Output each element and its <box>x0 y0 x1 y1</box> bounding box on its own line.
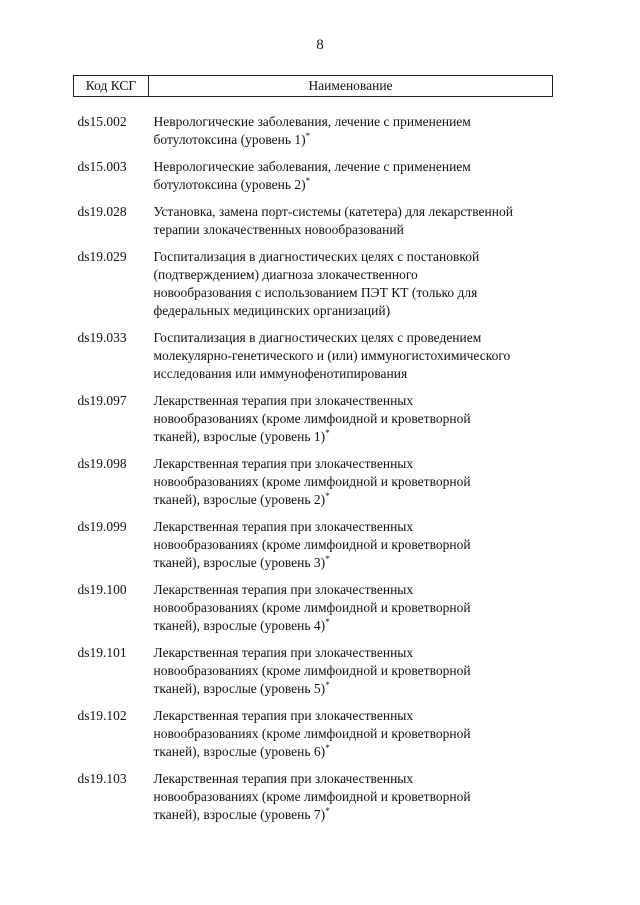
name-line-text: новообразованиях (кроме лимфоидной и кроветворной <box>153 600 471 615</box>
name-line <box>154 644 553 662</box>
name-line-text: тканей), взрослые (уровень 7) <box>153 807 326 822</box>
ksg-name <box>149 770 553 833</box>
name-line-text: исследования или иммунофенотипирования <box>153 366 408 381</box>
name-line-text: тканей), взрослые (уровень 5) <box>153 681 326 696</box>
name-line <box>154 113 553 131</box>
name-line <box>154 473 553 491</box>
table-header-row <box>74 76 553 97</box>
footnote-asterisk: * <box>325 743 330 753</box>
name-line <box>154 707 553 725</box>
name-line-text: Неврологические заболевания, лечение с применением <box>153 159 471 174</box>
footnote-asterisk: * <box>325 617 330 627</box>
table-row <box>74 581 553 644</box>
ksg-name <box>149 113 553 158</box>
ksg-code: ds19.097 <box>77 393 127 408</box>
name-line <box>154 806 553 824</box>
name-line-text: новообразованиях (кроме лимфоидной и кроветворной <box>153 789 471 804</box>
name-line <box>154 680 553 698</box>
name-line <box>154 770 553 788</box>
name-line-text: тканей), взрослые (уровень 6) <box>153 744 326 759</box>
name-line <box>154 581 553 599</box>
name-line <box>154 599 553 617</box>
page-number: 8 <box>316 37 324 53</box>
name-line-text: Лекарственная терапия при злокачественных <box>153 771 414 786</box>
ksg-code: ds15.003 <box>77 159 127 174</box>
name-line-text: Госпитализация в диагностических целях с проведением <box>153 330 482 345</box>
name-line <box>154 131 553 149</box>
footnote-asterisk: * <box>325 806 330 816</box>
name-line-text: Лекарственная терапия при злокачественных <box>153 708 414 723</box>
name-line <box>154 284 553 302</box>
name-line <box>154 221 553 239</box>
ksg-name <box>149 158 553 203</box>
name-line <box>154 518 553 536</box>
name-line <box>154 365 553 383</box>
name-line <box>154 536 553 554</box>
footnote-asterisk: * <box>325 680 330 690</box>
name-line-text: новообразованиях (кроме лимфоидной и кроветворной <box>153 474 471 489</box>
name-line-text: (подтверждением) диагноза злокачественного <box>153 267 418 282</box>
table-spacer <box>74 97 553 114</box>
name-line <box>154 302 553 320</box>
ksg-code: ds19.029 <box>77 249 127 264</box>
name-line <box>154 248 553 266</box>
name-line <box>154 176 553 194</box>
footnote-asterisk: * <box>325 491 330 501</box>
name-line <box>154 662 553 680</box>
table-row <box>74 455 553 518</box>
table-row <box>74 248 553 329</box>
table-row <box>74 329 553 392</box>
table-row <box>74 644 553 707</box>
name-line-text: Лекарственная терапия при злокачественных <box>153 645 414 660</box>
ksg-name <box>149 518 553 581</box>
ksg-name <box>149 203 553 248</box>
name-line <box>154 788 553 806</box>
name-line <box>154 428 553 446</box>
ksg-name <box>149 644 553 707</box>
ksg-code: ds19.103 <box>77 771 127 786</box>
table-row <box>74 113 553 158</box>
name-line-text: Лекарственная терапия при злокачественных <box>153 456 414 471</box>
name-line-text: новообразованиях (кроме лимфоидной и кроветворной <box>153 537 471 552</box>
name-line <box>154 743 553 761</box>
name-line-text: новообразованиях (кроме лимфоидной и кроветворной <box>153 663 471 678</box>
header-code: Код КСГ <box>74 76 149 97</box>
ksg-code: ds19.100 <box>77 582 127 597</box>
ksg-name <box>149 248 553 329</box>
ksg-code: ds19.033 <box>77 330 127 345</box>
name-line-text: тканей), взрослые (уровень 1) <box>153 429 326 444</box>
name-line <box>154 203 553 221</box>
name-line <box>154 725 553 743</box>
name-line-text: ботулотоксина (уровень 1) <box>153 132 306 147</box>
name-line-text: тканей), взрослые (уровень 3) <box>153 555 326 570</box>
name-line <box>154 617 553 635</box>
ksg-name <box>149 392 553 455</box>
name-line <box>154 158 553 176</box>
name-line-text: федеральных медицинских организаций) <box>153 303 391 318</box>
name-line-text: Госпитализация в диагностических целях с постановкой <box>153 249 480 264</box>
name-line-text: тканей), взрослые (уровень 4) <box>153 618 326 633</box>
name-line-text: новообразованиях (кроме лимфоидной и кроветворной <box>153 726 471 741</box>
table-row <box>74 392 553 455</box>
footnote-asterisk: * <box>325 428 330 438</box>
ksg-table <box>73 75 553 833</box>
name-line-text: ботулотоксина (уровень 2) <box>153 177 306 192</box>
footnote-asterisk: * <box>325 554 330 564</box>
ksg-code: ds19.101 <box>77 645 127 660</box>
table-row <box>74 518 553 581</box>
name-line <box>154 554 553 572</box>
ksg-name <box>149 581 553 644</box>
name-line-text: Лекарственная терапия при злокачественных <box>153 582 414 597</box>
table-row <box>74 203 553 248</box>
name-line-text: Установка, замена порт-системы (катетера) для лекарственной <box>153 204 513 219</box>
ksg-code: ds15.002 <box>77 114 127 129</box>
table-row <box>74 770 553 833</box>
ksg-code: ds19.099 <box>77 519 127 534</box>
ksg-name <box>149 455 553 518</box>
ksg-name <box>149 707 553 770</box>
ksg-code: ds19.028 <box>77 204 127 219</box>
table-row <box>74 158 553 203</box>
name-line <box>154 491 553 509</box>
header-name: Наименование <box>149 76 553 97</box>
name-line-text: новообразованиях (кроме лимфоидной и кроветворной <box>153 411 471 426</box>
name-line-text: новообразования с использованием ПЭТ КТ (только для <box>153 285 478 300</box>
name-line-text: Лекарственная терапия при злокачественных <box>153 393 414 408</box>
footnote-asterisk: * <box>305 131 311 141</box>
ksg-code: ds19.102 <box>77 708 127 723</box>
name-line <box>154 455 553 473</box>
table-body <box>74 97 553 834</box>
name-line <box>154 329 553 347</box>
name-line-text: Лекарственная терапия при злокачественных <box>153 519 414 534</box>
name-line <box>154 410 553 428</box>
name-line <box>154 266 553 284</box>
name-line-text: Неврологические заболевания, лечение с применением <box>153 114 471 129</box>
ksg-code: ds19.098 <box>77 456 127 471</box>
name-line-text: тканей), взрослые (уровень 2) <box>153 492 326 507</box>
name-line <box>154 347 553 365</box>
name-line-text: терапии злокачественных новообразований <box>153 222 404 237</box>
name-line <box>154 392 553 410</box>
ksg-name <box>149 329 553 392</box>
name-line-text: молекулярно-генетического и (или) иммуногистохимического <box>153 348 511 363</box>
footnote-asterisk: * <box>305 176 311 186</box>
table-row <box>74 707 553 770</box>
